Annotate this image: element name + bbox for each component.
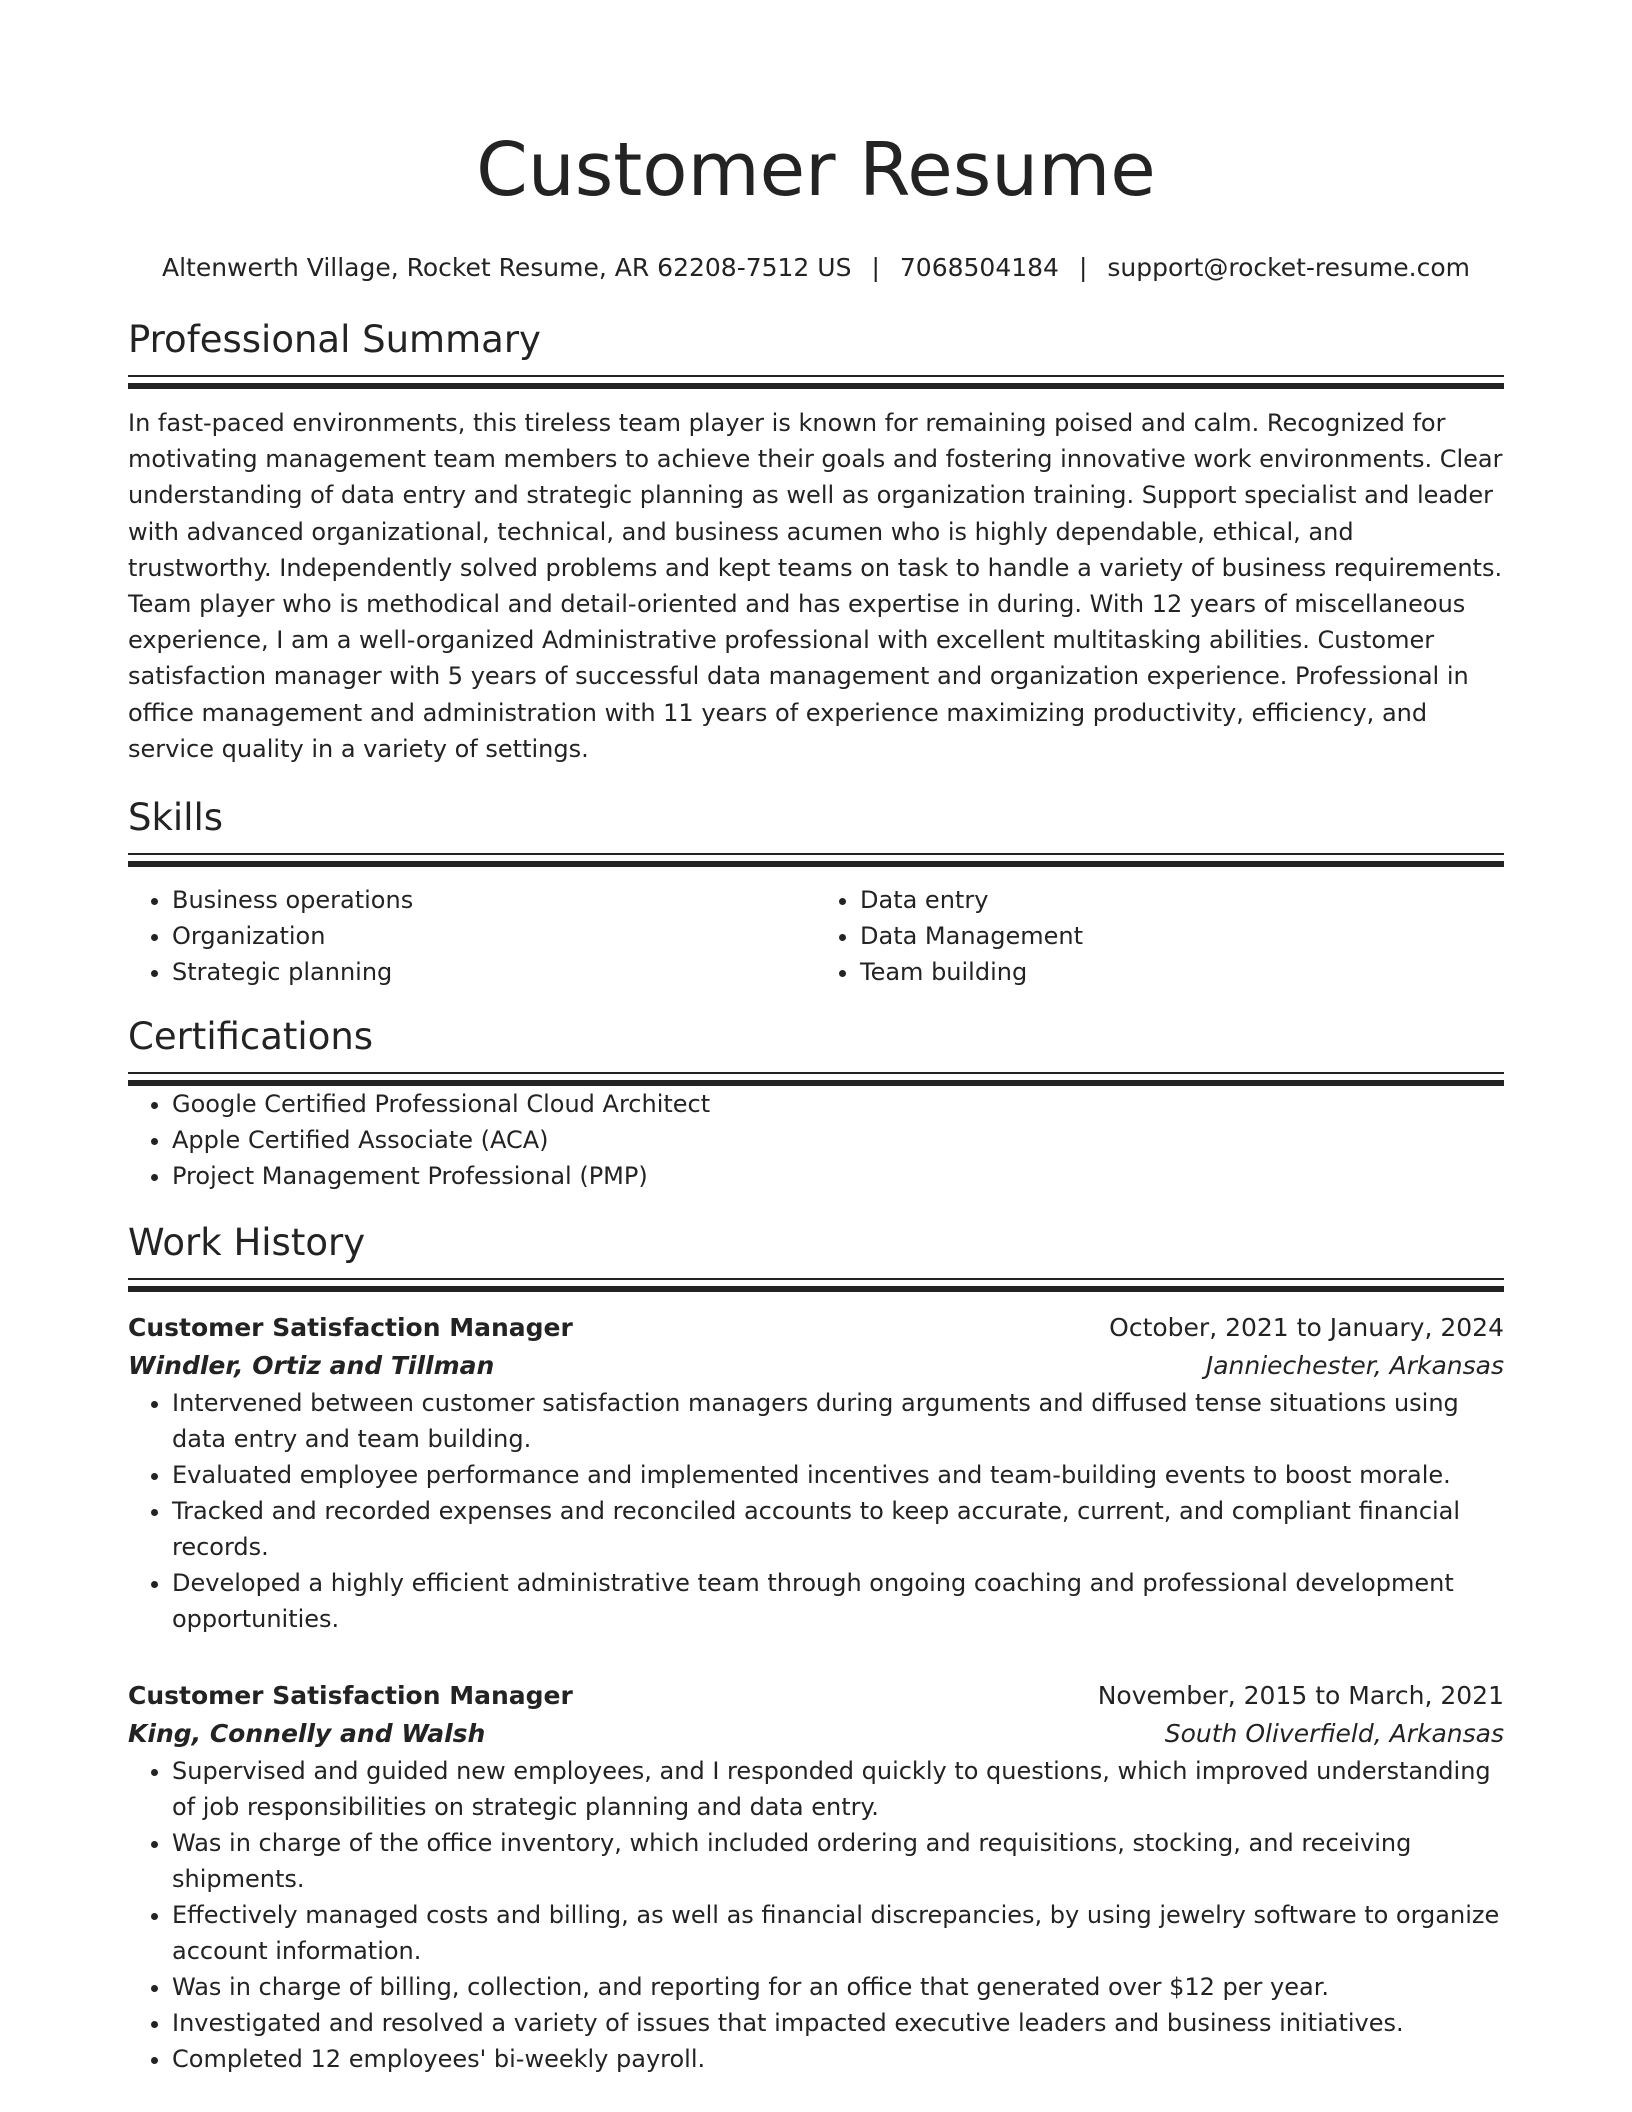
certification-item: • Apple Certified Associate (ACA) <box>172 1122 1504 1158</box>
job-company-row <box>128 1715 1504 1753</box>
job-duty-item: • Was in charge of the office inventory, which included ordering and requisitions, stocking, and receiving shipments. <box>172 1825 1504 1897</box>
section-divider <box>128 375 1504 389</box>
certifications-list <box>128 1086 1504 1194</box>
section-title-work-history: Work History <box>128 1221 366 1265</box>
job-duty-item: • Supervised and guided new employees, and I responded quickly to questions, which improved understanding of job responsibilities on strategic planning and data entry. <box>172 1753 1504 1825</box>
skill-item: • Team building <box>860 954 1504 990</box>
section-divider <box>128 1278 1504 1292</box>
job-dates: November, 2015 to March, 2021 <box>1097 1681 1504 1711</box>
contact-separator: | <box>1078 253 1088 282</box>
job-duty-item: • Evaluated employee performance and implemented incentives and team-building events to boost morale. <box>172 1457 1504 1493</box>
skill-item: • Organization <box>172 918 816 954</box>
job-duty-item: • Investigated and resolved a variety of issues that impacted executive leaders and business initiatives. <box>172 2005 1504 2041</box>
job-company: King, Connelly and Walsh <box>128 1719 486 1749</box>
certification-item: • Project Management Professional (PMP) <box>172 1158 1504 1194</box>
candidate-name: Customer Resume <box>476 127 1156 213</box>
skills-list-left <box>128 882 816 990</box>
job-title: Customer Satisfaction Manager <box>128 1313 573 1343</box>
contact-phone: 7068504184 <box>899 253 1059 282</box>
job-company: Windler, Ortiz and Tillman <box>128 1351 495 1381</box>
summary-text: In fast-paced environments, this tireless team player is known for remaining poised and calm. Recognized for motivating management team members to achieve their goals and fostering innovative work environments. Clear understanding of data entry and strategic planning as well as organization training. Support specialist and leader with advanced organizational, technical, and business acumen who is highly dependable, ethical, and trustworthy. Independently solved problems and kept teams on task to handle a variety of business requirements. Team player who is methodical and detail-oriented and has expertise in during. With 12 years of miscellaneous experience, I am a well-organized Administrative professional with excellent multitasking abilities. Customer satisfaction manager with 5 years of successful data management and organization experience. Professional in office management and administration with 11 years of experience maximizing productivity, efficiency, and service quality in a variety of settings. <box>128 409 1503 763</box>
skill-item: • Data entry <box>860 882 1504 918</box>
job-header-row <box>128 1677 1504 1715</box>
skill-item: • Strategic planning <box>172 954 816 990</box>
job-location: Janniechester, Arkansas <box>1205 1351 1504 1381</box>
job-duty-item: • Intervened between customer satisfaction managers during arguments and diffused tense situations using data entry and team building. <box>172 1385 1504 1457</box>
job-duty-item: • Tracked and recorded expenses and reconciled accounts to keep accurate, current, and compliant financial records. <box>172 1493 1504 1565</box>
job-duty-item: • Was in charge of billing, collection, and reporting for an office that generated over $12 per year. <box>172 1969 1504 2005</box>
job-dates: October, 2021 to January, 2024 <box>1109 1313 1504 1343</box>
skills-columns <box>128 882 1504 990</box>
job-title: Customer Satisfaction Manager <box>128 1681 573 1711</box>
skill-item: • Data Management <box>860 918 1504 954</box>
job-duty-item: • Effectively managed costs and billing, as well as financial discrepancies, by using jewelry software to organize account information. <box>172 1897 1504 1969</box>
job-duties-list <box>128 1753 1504 2077</box>
job-duty-item: • Developed a highly efficient administrative team through ongoing coaching and professional development opportunities. <box>172 1565 1504 1637</box>
skill-item: • Business operations <box>172 882 816 918</box>
job-location: South Oliverfield, Arkansas <box>1164 1719 1504 1749</box>
section-title-certifications: Certifications <box>128 1015 374 1059</box>
section-title-summary: Professional Summary <box>128 318 541 361</box>
job-duty-item: • Completed 12 employees' bi-weekly payroll. <box>172 2041 1504 2077</box>
section-divider <box>128 853 1504 867</box>
job-entry <box>128 1309 1504 1637</box>
contact-email: support@rocket-resume.com <box>1107 253 1470 282</box>
job-company-row <box>128 1347 1504 1385</box>
contact-address: Altenwerth Village, Rocket Resume, AR 62208-7512 US <box>161 253 852 282</box>
contact-separator: | <box>871 253 880 282</box>
certification-item: • Google Certified Professional Cloud Architect <box>172 1086 1504 1122</box>
job-entry <box>128 1677 1504 2077</box>
skills-list-right <box>816 882 1504 990</box>
job-duties-list <box>128 1385 1504 1637</box>
section-title-skills: Skills <box>128 796 224 840</box>
section-divider <box>128 1072 1504 1086</box>
job-header-row <box>128 1309 1504 1347</box>
contact-line <box>128 251 1504 285</box>
